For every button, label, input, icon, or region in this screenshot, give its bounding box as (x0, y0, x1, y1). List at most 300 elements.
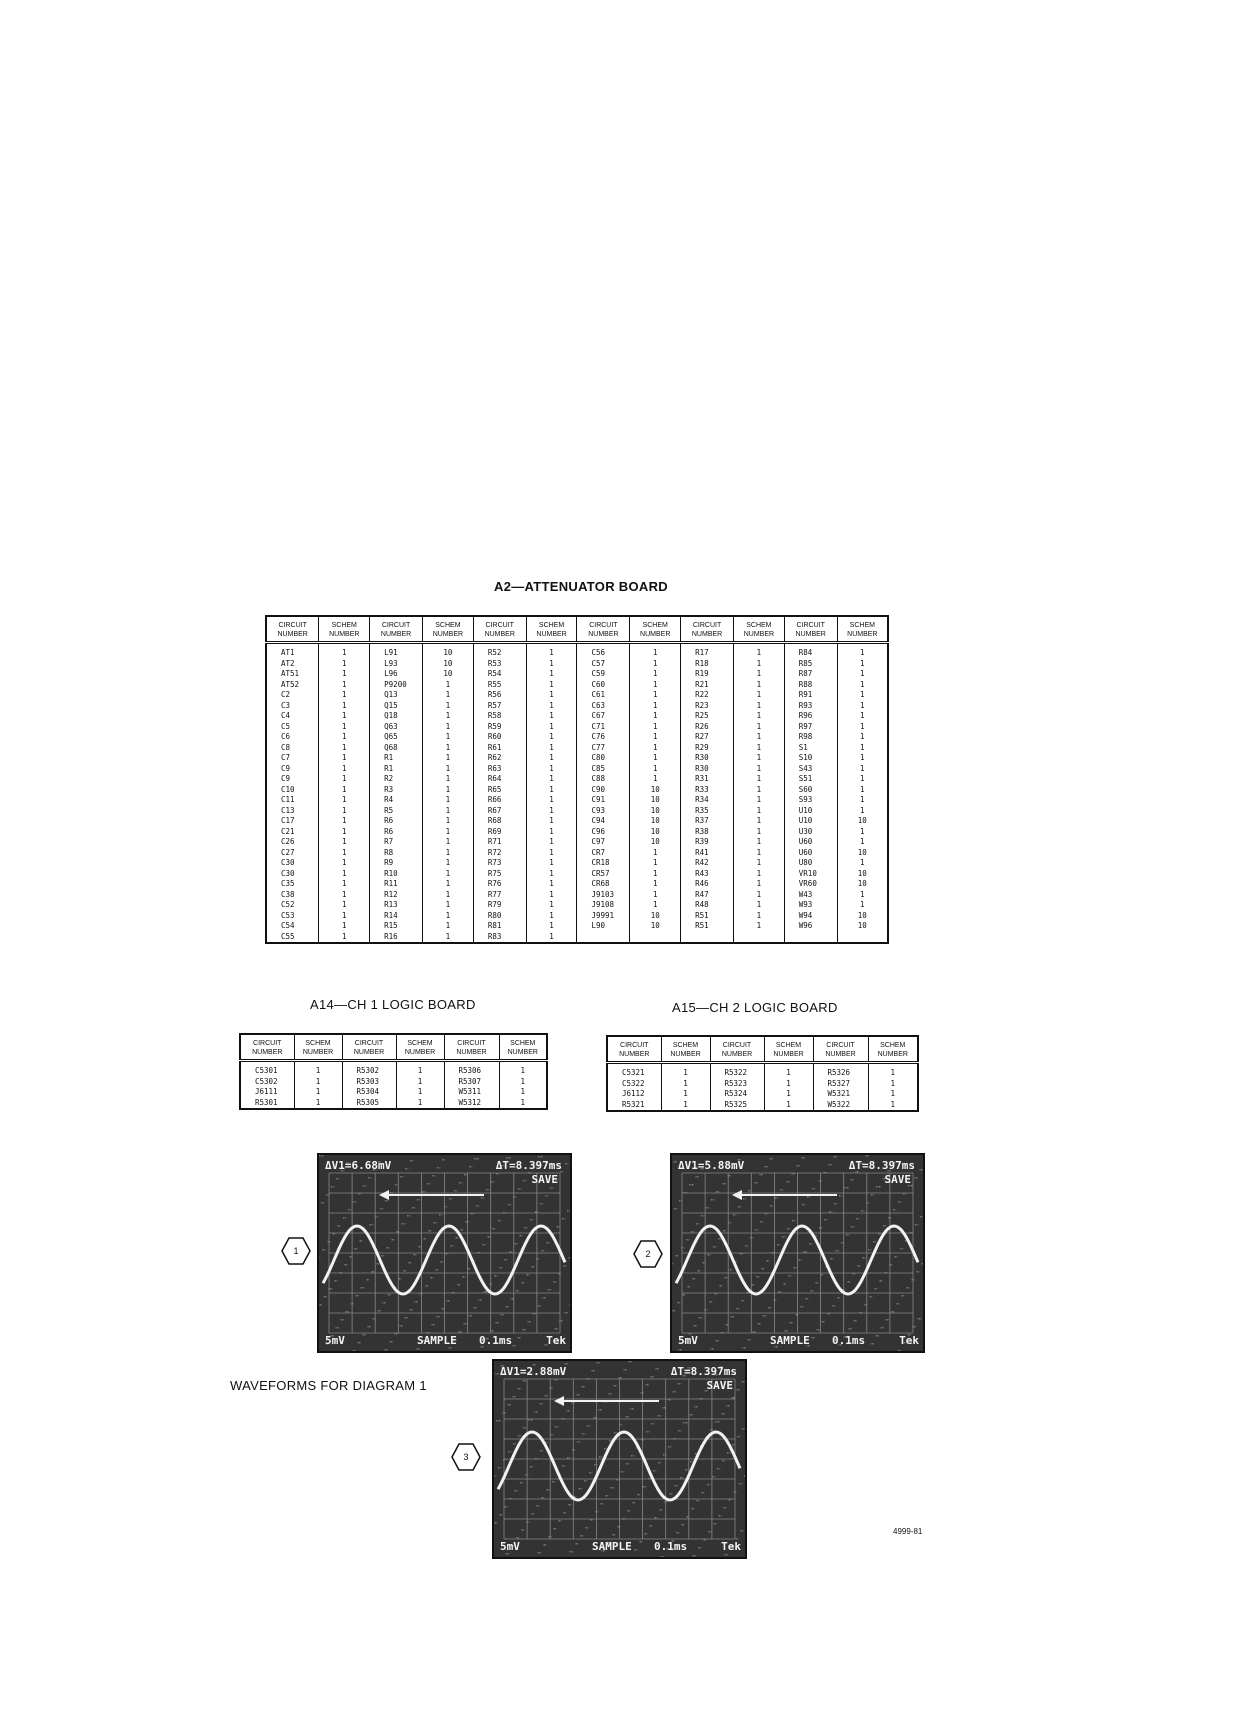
circuit-number-cell: R5301 (240, 1098, 294, 1110)
circuit-number-cell: Q68 (370, 743, 423, 754)
schem-number-cell: 1 (526, 711, 577, 722)
circuit-number-cell: R54 (473, 669, 526, 680)
schem-number-cell: 1 (319, 848, 370, 859)
schem-number-cell: 1 (630, 879, 681, 890)
circuit-number-cell: R5327 (813, 1079, 868, 1090)
circuit-number-cell: R75 (473, 869, 526, 880)
brand-logo: Tek (721, 1540, 741, 1553)
circuit-number-cell: C59 (577, 669, 630, 680)
schem-number-cell: 1 (733, 764, 784, 775)
circuit-number-cell: L90 (577, 921, 630, 932)
circuit-number-cell: C4 (266, 711, 319, 722)
table-row (266, 711, 888, 722)
circuit-number-cell: R7 (370, 837, 423, 848)
table-row (266, 879, 888, 890)
circuit-number-cell: C52 (266, 900, 319, 911)
schem-number-cell: 1 (837, 690, 888, 701)
circuit-number-cell: C53 (266, 911, 319, 922)
delta-v-readout: ΔV1=6.68mV (325, 1159, 392, 1172)
column-header: SCHEM NUMBER (837, 616, 888, 643)
circuit-number-cell: CR18 (577, 858, 630, 869)
circuit-number-cell: C88 (577, 774, 630, 785)
table-row (266, 669, 888, 680)
circuit-number-cell: AT52 (266, 680, 319, 691)
circuit-number-cell (577, 932, 630, 944)
circuit-number-cell: C30 (266, 858, 319, 869)
schem-number-cell: 1 (733, 900, 784, 911)
table-row (607, 1079, 918, 1090)
circuit-number-cell: U60 (784, 848, 837, 859)
table-row (266, 753, 888, 764)
circuit-number-cell: J9103 (577, 890, 630, 901)
circuit-number-cell: R51 (681, 921, 734, 932)
circuit-number-cell: R6 (370, 827, 423, 838)
circuit-number-cell: AT1 (266, 643, 319, 659)
schem-number-cell: 1 (733, 806, 784, 817)
table-row (240, 1087, 547, 1098)
mode-readout: SAVE (884, 1173, 911, 1186)
circuit-number-cell: C76 (577, 732, 630, 743)
circuit-number-cell: VR60 (784, 879, 837, 890)
circuit-number-cell: L93 (370, 659, 423, 670)
circuit-number-cell: L96 (370, 669, 423, 680)
schem-number-cell: 1 (319, 785, 370, 796)
circuit-number-cell: R3 (370, 785, 423, 796)
circuit-number-cell: J6112 (607, 1089, 661, 1100)
column-header: SCHEM NUMBER (661, 1036, 710, 1063)
table-row (266, 722, 888, 733)
schem-number-cell: 10 (837, 911, 888, 922)
circuit-number-cell: R51 (681, 911, 734, 922)
circuit-number-cell: R68 (473, 816, 526, 827)
circuit-number-cell: R5307 (444, 1077, 499, 1088)
schem-number-cell: 1 (423, 900, 474, 911)
a15-parts-table (606, 1035, 919, 1112)
circuit-number-cell: R53 (473, 659, 526, 670)
circuit-number-cell: R71 (473, 837, 526, 848)
circuit-number-cell: W94 (784, 911, 837, 922)
schem-number-cell: 10 (630, 921, 681, 932)
schem-number-cell: 1 (661, 1063, 710, 1079)
circuit-number-cell: R46 (681, 879, 734, 890)
circuit-number-cell: C56 (577, 643, 630, 659)
schem-number-cell: 1 (526, 879, 577, 890)
schem-number-cell: 1 (733, 879, 784, 890)
schem-number-cell: 1 (319, 890, 370, 901)
schem-number-cell: 1 (423, 869, 474, 880)
table-row (266, 643, 888, 659)
schem-number-cell: 1 (423, 722, 474, 733)
schem-number-cell: 1 (868, 1100, 918, 1112)
circuit-number-cell: R69 (473, 827, 526, 838)
circuit-number-cell: R58 (473, 711, 526, 722)
schem-number-cell: 1 (423, 711, 474, 722)
circuit-number-cell: Q15 (370, 701, 423, 712)
schem-number-cell: 1 (630, 732, 681, 743)
circuit-number-cell: R67 (473, 806, 526, 817)
schem-number-cell: 10 (837, 869, 888, 880)
schem-number-cell: 1 (319, 690, 370, 701)
schem-number-cell: 1 (423, 890, 474, 901)
circuit-number-cell: C30 (266, 869, 319, 880)
circuit-number-cell: R9 (370, 858, 423, 869)
schem-number-cell: 1 (423, 932, 474, 944)
circuit-number-cell: R5321 (607, 1100, 661, 1112)
table-row (607, 1100, 918, 1112)
schem-number-cell: 1 (733, 680, 784, 691)
circuit-number-cell: R59 (473, 722, 526, 733)
schem-number-cell (837, 932, 888, 944)
schem-number-cell: 1 (837, 795, 888, 806)
schem-number-cell: 1 (526, 732, 577, 743)
circuit-number-cell: R84 (784, 643, 837, 659)
circuit-number-cell: S60 (784, 785, 837, 796)
a14-title: A14—CH 1 LOGIC BOARD (310, 997, 476, 1012)
schem-number-cell: 1 (630, 890, 681, 901)
circuit-number-cell: R30 (681, 764, 734, 775)
schem-number-cell: 1 (319, 722, 370, 733)
table-row (266, 764, 888, 775)
schem-number-cell: 10 (837, 848, 888, 859)
schem-number-cell: 1 (837, 837, 888, 848)
circuit-number-cell: R1 (370, 753, 423, 764)
circuit-number-cell: W96 (784, 921, 837, 932)
schem-number-cell: 1 (319, 837, 370, 848)
circuit-number-cell: Q65 (370, 732, 423, 743)
waveform-marker-1 (281, 1237, 311, 1265)
schem-number-cell: 10 (837, 921, 888, 932)
circuit-number-cell: AT51 (266, 669, 319, 680)
schem-number-cell: 1 (526, 701, 577, 712)
schem-number-cell: 1 (661, 1100, 710, 1112)
schem-number-cell: 1 (526, 764, 577, 775)
sample-readout: SAMPLE (417, 1334, 457, 1347)
circuit-number-cell: R33 (681, 785, 734, 796)
circuit-number-cell: R4 (370, 795, 423, 806)
schem-number-cell: 1 (526, 743, 577, 754)
circuit-number-cell: W5322 (813, 1100, 868, 1112)
schem-number-cell: 1 (837, 659, 888, 670)
circuit-number-cell: R6 (370, 816, 423, 827)
circuit-number-cell: C26 (266, 837, 319, 848)
schem-number-cell: 1 (837, 890, 888, 901)
circuit-number-cell: CR57 (577, 869, 630, 880)
circuit-number-cell: C67 (577, 711, 630, 722)
circuit-number-cell: C7 (266, 753, 319, 764)
schem-number-cell: 1 (423, 837, 474, 848)
circuit-number-cell: R16 (370, 932, 423, 944)
circuit-number-cell: C71 (577, 722, 630, 733)
schem-number-cell: 1 (526, 643, 577, 659)
schem-number-cell: 1 (764, 1079, 813, 1090)
schem-number-cell: 1 (526, 753, 577, 764)
circuit-number-cell: C5322 (607, 1079, 661, 1090)
schem-number-cell (630, 932, 681, 944)
circuit-number-cell: C80 (577, 753, 630, 764)
circuit-number-cell: VR10 (784, 869, 837, 880)
circuit-number-cell: C96 (577, 827, 630, 838)
circuit-number-cell: R34 (681, 795, 734, 806)
circuit-number-cell: R98 (784, 732, 837, 743)
schem-number-cell: 1 (423, 848, 474, 859)
circuit-number-cell: U10 (784, 806, 837, 817)
circuit-number-cell: R66 (473, 795, 526, 806)
table-row (607, 1089, 918, 1100)
schem-number-cell: 1 (423, 795, 474, 806)
circuit-number-cell: R93 (784, 701, 837, 712)
schem-number-cell: 1 (526, 858, 577, 869)
schem-number-cell: 1 (764, 1100, 813, 1112)
scope-display-1 (317, 1153, 572, 1353)
circuit-number-cell: C60 (577, 680, 630, 691)
column-header: SCHEM NUMBER (526, 616, 577, 643)
circuit-number-cell: AT2 (266, 659, 319, 670)
schem-number-cell: 1 (733, 701, 784, 712)
schem-number-cell: 1 (837, 774, 888, 785)
circuit-number-cell: J9991 (577, 911, 630, 922)
schem-number-cell: 1 (526, 932, 577, 944)
table-row (607, 1063, 918, 1079)
schem-number-cell: 1 (423, 921, 474, 932)
circuit-number-cell: U80 (784, 858, 837, 869)
circuit-number-cell: R76 (473, 879, 526, 890)
schem-number-cell: 1 (733, 869, 784, 880)
schem-number-cell: 1 (733, 921, 784, 932)
circuit-number-cell: R52 (473, 643, 526, 659)
circuit-number-cell: W5311 (444, 1087, 499, 1098)
schem-number-cell: 1 (526, 911, 577, 922)
circuit-number-cell: C61 (577, 690, 630, 701)
circuit-number-cell: R5305 (342, 1098, 396, 1110)
waveform-marker-label: 1 (293, 1246, 299, 1256)
schem-number-cell: 1 (499, 1098, 547, 1110)
circuit-number-cell: R19 (681, 669, 734, 680)
circuit-number-cell: R13 (370, 900, 423, 911)
schem-number-cell: 1 (499, 1087, 547, 1098)
table-row (266, 680, 888, 691)
column-header: SCHEM NUMBER (733, 616, 784, 643)
schem-number-cell: 1 (526, 921, 577, 932)
circuit-number-cell: R5302 (342, 1061, 396, 1077)
circuit-number-cell: R83 (473, 932, 526, 944)
schem-number-cell: 1 (837, 743, 888, 754)
schem-number-cell: 1 (319, 743, 370, 754)
schem-number-cell: 1 (396, 1061, 444, 1077)
scope-display-2 (670, 1153, 925, 1353)
table-row (266, 932, 888, 944)
schem-number-cell: 1 (423, 774, 474, 785)
circuit-number-cell: C38 (266, 890, 319, 901)
circuit-number-cell: R43 (681, 869, 734, 880)
circuit-number-cell: C35 (266, 879, 319, 890)
schem-number-cell: 1 (526, 827, 577, 838)
schem-number-cell: 1 (423, 743, 474, 754)
circuit-number-cell: R5322 (710, 1063, 764, 1079)
table-row (240, 1061, 547, 1077)
column-header: SCHEM NUMBER (294, 1034, 342, 1061)
schem-number-cell: 1 (294, 1098, 342, 1110)
a14-parts-table (239, 1033, 548, 1110)
schem-number-cell: 1 (423, 701, 474, 712)
circuit-number-cell: R5304 (342, 1087, 396, 1098)
circuit-number-cell: R91 (784, 690, 837, 701)
circuit-number-cell: C57 (577, 659, 630, 670)
column-header: CIRCUIT NUMBER (342, 1034, 396, 1061)
circuit-number-cell (784, 932, 837, 944)
circuit-number-cell: W43 (784, 890, 837, 901)
schem-number-cell: 1 (630, 711, 681, 722)
circuit-number-cell: C77 (577, 743, 630, 754)
circuit-number-cell: R42 (681, 858, 734, 869)
circuit-number-cell: R61 (473, 743, 526, 754)
schem-number-cell: 1 (630, 701, 681, 712)
schem-number-cell: 1 (319, 711, 370, 722)
schem-number-cell: 1 (319, 869, 370, 880)
waveform-marker-2 (633, 1240, 663, 1268)
table-row (240, 1077, 547, 1088)
delta-t-readout: ΔT=8.397ms (495, 1159, 562, 1172)
schem-number-cell: 1 (526, 690, 577, 701)
column-header: CIRCUIT NUMBER (577, 616, 630, 643)
schem-number-cell: 10 (423, 659, 474, 670)
schem-number-cell: 10 (630, 837, 681, 848)
circuit-number-cell: P9200 (370, 680, 423, 691)
column-header: CIRCUIT NUMBER (370, 616, 423, 643)
circuit-number-cell: R56 (473, 690, 526, 701)
circuit-number-cell: R25 (681, 711, 734, 722)
circuit-number-cell: C10 (266, 785, 319, 796)
circuit-number-cell: R80 (473, 911, 526, 922)
schem-number-cell: 1 (868, 1089, 918, 1100)
schem-number-cell: 1 (764, 1063, 813, 1079)
table-row (266, 921, 888, 932)
time-per-div-readout: 0.1ms (832, 1334, 866, 1347)
schem-number-cell: 1 (526, 837, 577, 848)
schem-number-cell: 1 (319, 701, 370, 712)
table-row (266, 732, 888, 743)
circuit-number-cell: R88 (784, 680, 837, 691)
schem-number-cell: 1 (630, 753, 681, 764)
circuit-number-cell: R97 (784, 722, 837, 733)
circuit-number-cell: R15 (370, 921, 423, 932)
circuit-number-cell: R63 (473, 764, 526, 775)
schem-number-cell: 1 (423, 785, 474, 796)
circuit-number-cell: R5323 (710, 1079, 764, 1090)
circuit-number-cell: CR68 (577, 879, 630, 890)
schem-number-cell: 10 (630, 827, 681, 838)
schem-number-cell: 1 (319, 764, 370, 775)
circuit-number-cell: R85 (784, 659, 837, 670)
schem-number-cell: 10 (423, 669, 474, 680)
circuit-number-cell: R81 (473, 921, 526, 932)
schem-number-cell: 1 (396, 1077, 444, 1088)
circuit-number-cell: R60 (473, 732, 526, 743)
column-header: CIRCUIT NUMBER (607, 1036, 661, 1063)
circuit-number-cell: R41 (681, 848, 734, 859)
circuit-number-cell: R1 (370, 764, 423, 775)
schem-number-cell: 1 (837, 711, 888, 722)
schem-number-cell: 1 (319, 669, 370, 680)
delta-t-readout: ΔT=8.397ms (848, 1159, 915, 1172)
circuit-number-cell: R5303 (342, 1077, 396, 1088)
circuit-number-cell: C11 (266, 795, 319, 806)
circuit-number-cell: R29 (681, 743, 734, 754)
schem-number-cell: 1 (526, 816, 577, 827)
schem-number-cell: 1 (526, 785, 577, 796)
schem-number-cell: 1 (423, 806, 474, 817)
schem-number-cell: 1 (837, 827, 888, 838)
circuit-number-cell: L91 (370, 643, 423, 659)
column-header: CIRCUIT NUMBER (444, 1034, 499, 1061)
brand-logo: Tek (546, 1334, 566, 1347)
schem-number-cell: 1 (319, 879, 370, 890)
schem-number-cell: 1 (630, 858, 681, 869)
schem-number-cell: 1 (499, 1077, 547, 1088)
circuit-number-cell: W5321 (813, 1089, 868, 1100)
column-header: SCHEM NUMBER (423, 616, 474, 643)
circuit-number-cell: R17 (681, 643, 734, 659)
table-row (266, 806, 888, 817)
circuit-number-cell: R64 (473, 774, 526, 785)
circuit-number-cell: CR7 (577, 848, 630, 859)
schem-number-cell: 1 (837, 753, 888, 764)
circuit-number-cell: R57 (473, 701, 526, 712)
volts-per-div-readout: 5mV (500, 1540, 520, 1553)
a2-parts-table (265, 615, 889, 944)
figure-number: 4999-81 (893, 1527, 923, 1536)
table-row (240, 1098, 547, 1110)
a2-title: A2—ATTENUATOR BOARD (494, 579, 668, 594)
schem-number-cell: 1 (526, 900, 577, 911)
schem-number-cell: 10 (423, 643, 474, 659)
schem-number-cell: 1 (837, 785, 888, 796)
a15-title: A15—CH 2 LOGIC BOARD (672, 1000, 838, 1015)
column-header: CIRCUIT NUMBER (266, 616, 319, 643)
schem-number-cell: 1 (733, 774, 784, 785)
circuit-number-cell: C55 (266, 932, 319, 944)
column-header: SCHEM NUMBER (319, 616, 370, 643)
schem-number-cell: 1 (319, 900, 370, 911)
schem-number-cell: 1 (733, 816, 784, 827)
circuit-number-cell: R11 (370, 879, 423, 890)
circuit-number-cell (681, 932, 734, 944)
schem-number-cell: 10 (837, 879, 888, 890)
schem-number-cell: 1 (526, 806, 577, 817)
mode-readout: SAVE (531, 1173, 558, 1186)
table-row (266, 900, 888, 911)
circuit-number-cell: R47 (681, 890, 734, 901)
table-row (266, 701, 888, 712)
column-header: SCHEM NUMBER (630, 616, 681, 643)
circuit-number-cell: W5312 (444, 1098, 499, 1110)
circuit-number-cell: R48 (681, 900, 734, 911)
schem-number-cell: 1 (630, 774, 681, 785)
schem-number-cell: 1 (837, 643, 888, 659)
table-row (266, 858, 888, 869)
brand-logo: Tek (899, 1334, 919, 1347)
schem-number-cell: 1 (837, 669, 888, 680)
circuit-number-cell: R23 (681, 701, 734, 712)
circuit-number-cell: R18 (681, 659, 734, 670)
circuit-number-cell: R5326 (813, 1063, 868, 1079)
schem-number-cell: 1 (733, 659, 784, 670)
circuit-number-cell: R5306 (444, 1061, 499, 1077)
table-row (266, 785, 888, 796)
circuit-number-cell: C6 (266, 732, 319, 743)
circuit-number-cell: U60 (784, 837, 837, 848)
schem-number-cell: 1 (630, 659, 681, 670)
schem-number-cell: 1 (294, 1087, 342, 1098)
